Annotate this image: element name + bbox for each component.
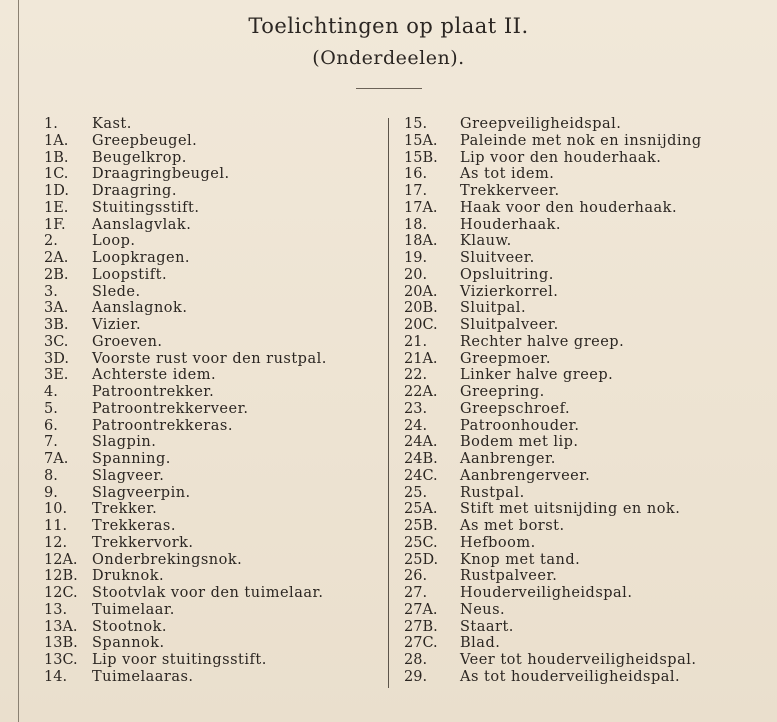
list-item	[44, 535, 389, 552]
item-label: Aanbrengerveer.	[460, 467, 591, 484]
item-number: 25D.	[404, 551, 439, 568]
list-item	[404, 116, 774, 133]
item-label: Greepmoer.	[460, 350, 551, 367]
item-label: Bodem met lip.	[460, 434, 579, 451]
item-label: Veer tot houderveiligheidspal.	[460, 652, 697, 668]
item-label: Paleinde met nok en insnijding	[460, 132, 702, 149]
page-edge-rule	[18, 0, 19, 722]
item-number: 25B.	[404, 518, 438, 534]
page-title: Toelichtingen op plaat II.	[248, 14, 529, 38]
item-number: 15.	[404, 116, 428, 132]
item-label: Rustpalveer.	[460, 568, 558, 585]
list-item	[44, 284, 389, 301]
item-number: 27A.	[404, 601, 438, 618]
item-label: Draagringbeugel.	[92, 166, 230, 183]
list-item	[44, 585, 389, 602]
list-item	[44, 619, 389, 636]
item-number: 24B.	[404, 451, 438, 467]
item-number: 1C.	[44, 166, 69, 183]
item-number: 17.	[404, 183, 428, 199]
item-number: 21A.	[404, 350, 438, 367]
list-item	[44, 434, 389, 451]
item-label: Achterste idem.	[92, 367, 217, 384]
item-number: 10.	[44, 501, 68, 518]
item-label: Druknok.	[92, 568, 165, 585]
item-number: 27C.	[404, 635, 438, 652]
item-label: Sluitpalveer.	[460, 317, 559, 333]
list-item	[404, 317, 774, 334]
page-subtitle: (Onderdeelen).	[312, 47, 465, 69]
list-item	[44, 334, 389, 351]
item-label: Stootvlak voor den tuimelaar.	[92, 585, 324, 601]
item-number: 27B.	[404, 618, 438, 635]
list-item	[44, 300, 389, 317]
item-label: Slede.	[92, 283, 141, 300]
item-number: 13A.	[44, 618, 78, 635]
item-number: 22.	[404, 367, 428, 384]
item-label: Houderveiligheidspal.	[460, 585, 633, 601]
list-item	[44, 485, 389, 502]
list-item	[404, 418, 774, 435]
item-label: Onderbrekingsnok.	[92, 551, 243, 568]
item-number: 18A.	[404, 233, 438, 250]
item-label: Vizier.	[92, 317, 142, 333]
item-number: 28.	[404, 652, 428, 668]
item-label: Linker halve greep.	[460, 367, 614, 384]
item-label: Slagpin.	[92, 434, 157, 451]
item-label: Rustpal.	[460, 484, 525, 501]
item-label: As tot idem.	[460, 166, 555, 183]
item-number: 2A.	[44, 250, 69, 266]
item-label: Haak voor den houderhaak.	[460, 199, 678, 216]
item-label: Houderhaak.	[460, 216, 562, 233]
item-number: 20A.	[404, 283, 438, 300]
list-item	[44, 468, 389, 485]
item-number: 20C.	[404, 317, 438, 333]
item-label: Aanbrenger.	[460, 451, 556, 467]
item-label: Beugelkrop.	[92, 149, 187, 166]
item-label: Draagring.	[92, 183, 177, 199]
column-divider	[388, 118, 389, 688]
item-number: 9.	[44, 484, 58, 501]
item-number: 1.	[44, 116, 58, 132]
list-item	[44, 116, 389, 133]
list-item	[404, 150, 774, 167]
item-label: Stuitingsstift.	[92, 199, 200, 216]
list-item	[404, 552, 774, 569]
list-item	[404, 250, 774, 267]
item-label: Lip voor den houderhaak.	[460, 149, 662, 166]
list-item	[44, 217, 389, 234]
item-label: Vizierkorrel.	[460, 283, 559, 300]
list-item	[404, 401, 774, 418]
list-item	[44, 150, 389, 167]
list-item	[44, 451, 389, 468]
item-number: 12A.	[44, 551, 78, 568]
item-label: Lip voor stuitingsstift.	[92, 652, 267, 668]
list-item	[404, 183, 774, 200]
item-number: 1B.	[44, 149, 69, 166]
item-number: 23.	[404, 400, 428, 417]
item-label: Trekkeras.	[92, 518, 176, 534]
list-item	[44, 250, 389, 267]
item-number: 24.	[404, 417, 428, 434]
parts-list-left	[44, 116, 389, 686]
item-label: Blad.	[460, 635, 501, 652]
item-label: Aanslagvlak.	[92, 216, 192, 233]
item-number: 25.	[404, 484, 428, 501]
list-item	[404, 602, 774, 619]
list-item	[44, 133, 389, 150]
list-item	[44, 367, 389, 384]
item-label: Groeven.	[92, 333, 163, 350]
item-number: 29.	[404, 668, 428, 685]
list-item	[44, 200, 389, 217]
list-item	[404, 501, 774, 518]
list-item	[404, 619, 774, 636]
item-number: 13.	[44, 601, 68, 618]
item-number: 17A.	[404, 199, 438, 216]
item-number: 4.	[44, 384, 58, 400]
item-label: Loop.	[92, 233, 136, 250]
item-number: 19.	[404, 250, 428, 266]
item-label: Spanning.	[92, 451, 171, 467]
item-number: 13C.	[44, 652, 78, 668]
list-item	[44, 267, 389, 284]
list-item	[404, 166, 774, 183]
item-label: Staart.	[460, 618, 514, 635]
item-label: Opsluitring.	[460, 266, 554, 283]
item-label: Greepschroef.	[460, 400, 571, 417]
item-label: Greepveiligheidspal.	[460, 116, 622, 132]
list-item	[404, 133, 774, 150]
item-number: 3C.	[44, 333, 69, 350]
list-item	[44, 401, 389, 418]
item-label: Hefboom.	[460, 534, 536, 551]
item-number: 3E.	[44, 367, 69, 384]
item-number: 1F.	[44, 216, 66, 233]
list-item	[404, 284, 774, 301]
item-label: Trekkervork.	[92, 534, 194, 551]
item-label: Voorste rust voor den rustpal.	[92, 350, 327, 367]
item-number: 15A.	[404, 132, 438, 149]
list-item	[404, 334, 774, 351]
item-number: 12C.	[44, 585, 78, 601]
item-number: 24A.	[404, 434, 438, 451]
item-number: 22A.	[404, 384, 438, 400]
item-label: Greepbeugel.	[92, 132, 198, 149]
list-item	[404, 267, 774, 284]
list-item	[44, 669, 389, 686]
item-label: Knop met tand.	[460, 551, 581, 568]
item-number: 1E.	[44, 199, 69, 216]
list-item	[404, 468, 774, 485]
item-label: Rechter halve greep.	[460, 333, 625, 350]
list-item	[404, 200, 774, 217]
list-item	[44, 602, 389, 619]
list-item	[44, 568, 389, 585]
item-number: 12.	[44, 534, 68, 551]
item-number: 12B.	[44, 568, 78, 585]
item-label: Loopstift.	[92, 266, 168, 283]
list-item	[44, 384, 389, 401]
item-label: Patroonhouder.	[460, 417, 580, 434]
item-label: Neus.	[460, 601, 506, 618]
item-label: Klauw.	[460, 233, 512, 250]
list-item	[404, 535, 774, 552]
item-label: Trekkerveer.	[460, 183, 560, 199]
item-number: 15B.	[404, 149, 438, 166]
list-item	[404, 652, 774, 669]
item-label: Loopkragen.	[92, 250, 191, 266]
list-item	[404, 669, 774, 686]
list-item	[404, 451, 774, 468]
item-label: Greepring.	[460, 384, 545, 400]
item-number: 7.	[44, 434, 58, 451]
item-label: Aanslagnok.	[92, 300, 188, 317]
list-item	[404, 434, 774, 451]
item-label: Kast.	[92, 116, 132, 132]
item-number: 25C.	[404, 534, 438, 551]
item-number: 14.	[44, 668, 68, 685]
item-number: 21.	[404, 333, 428, 350]
item-label: Spannok.	[92, 635, 165, 652]
item-number: 8.	[44, 467, 58, 484]
item-number: 7A.	[44, 451, 69, 467]
item-label: Sluitveer.	[460, 250, 535, 266]
list-item	[404, 300, 774, 317]
list-item	[44, 166, 389, 183]
list-item	[44, 635, 389, 652]
item-number: 3B.	[44, 317, 69, 333]
list-item	[404, 367, 774, 384]
item-label: Slagveerpin.	[92, 484, 191, 501]
item-number: 26.	[404, 568, 428, 585]
item-label: As met borst.	[460, 518, 565, 534]
item-number: 20.	[404, 266, 428, 283]
list-item	[44, 652, 389, 669]
list-item	[404, 635, 774, 652]
list-item	[44, 552, 389, 569]
list-item	[404, 518, 774, 535]
list-item	[44, 317, 389, 334]
list-item	[44, 501, 389, 518]
item-label: Tuimelaar.	[92, 601, 175, 618]
list-item	[44, 418, 389, 435]
list-item	[404, 485, 774, 502]
item-number: 11.	[44, 518, 68, 534]
item-number: 1A.	[44, 132, 69, 149]
list-item	[44, 233, 389, 250]
item-number: 2B.	[44, 266, 69, 283]
item-label: As tot houderveiligheidspal.	[460, 668, 681, 685]
list-item	[404, 568, 774, 585]
item-label: Stift met uitsnijding en nok.	[460, 501, 681, 518]
item-label: Sluitpal.	[460, 300, 527, 317]
list-item	[44, 351, 389, 368]
list-item	[44, 183, 389, 200]
item-label: Patroontrekker.	[92, 384, 215, 400]
item-number: 3.	[44, 283, 58, 300]
item-label: Patroontrekkerveer.	[92, 400, 249, 417]
item-number: 6.	[44, 417, 58, 434]
item-label: Slagveer.	[92, 467, 165, 484]
list-item	[44, 518, 389, 535]
item-number: 24C.	[404, 467, 438, 484]
item-label: Patroontrekkeras.	[92, 417, 233, 434]
item-number: 20B.	[404, 300, 438, 317]
item-number: 2.	[44, 233, 58, 250]
item-number: 27.	[404, 585, 428, 601]
item-label: Tuimelaaras.	[92, 668, 194, 685]
parts-list-right	[404, 116, 774, 686]
list-item	[404, 351, 774, 368]
item-number: 13B.	[44, 635, 78, 652]
list-item	[404, 384, 774, 401]
item-number: 5.	[44, 400, 58, 417]
item-label: Stootnok.	[92, 618, 168, 635]
item-number: 1D.	[44, 183, 69, 199]
list-item	[404, 233, 774, 250]
item-number: 16.	[404, 166, 428, 183]
item-number: 3D.	[44, 350, 69, 367]
list-item	[404, 217, 774, 234]
item-label: Trekker.	[92, 501, 158, 518]
item-number: 25A.	[404, 501, 438, 518]
title-divider	[356, 88, 422, 89]
item-number: 18.	[404, 216, 428, 233]
list-item	[404, 585, 774, 602]
item-number: 3A.	[44, 300, 69, 317]
